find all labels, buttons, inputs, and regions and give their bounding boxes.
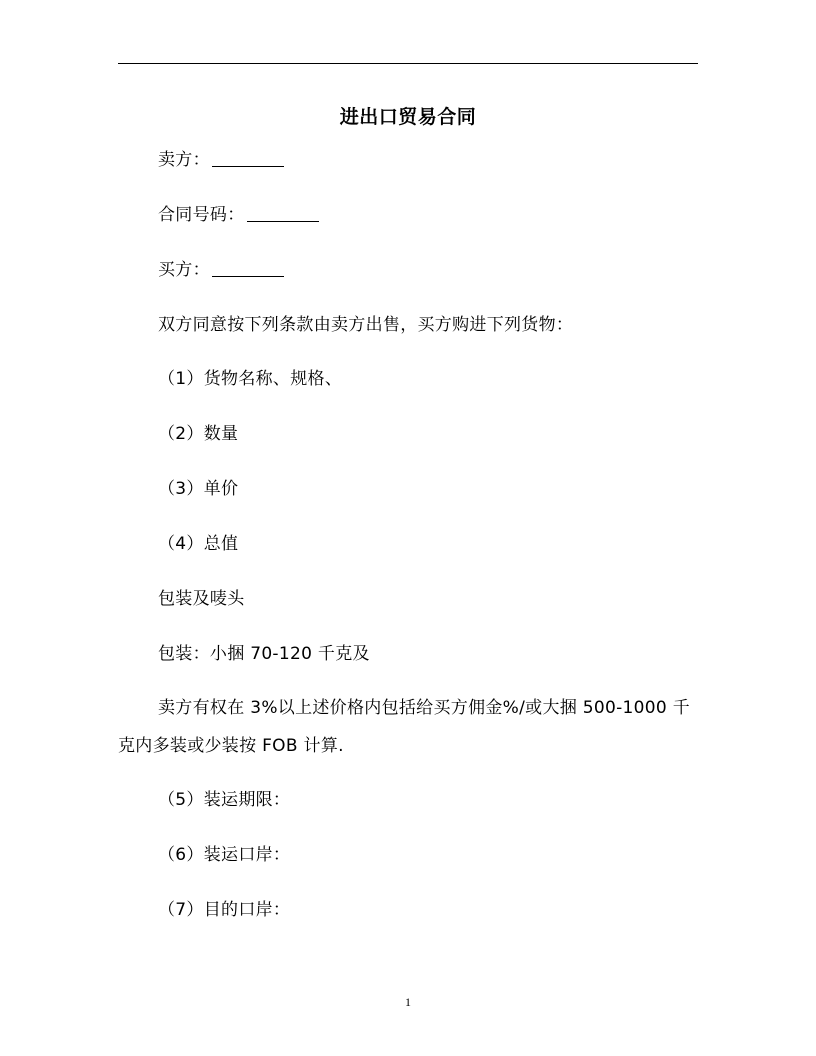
seller-blank-line [212, 150, 284, 167]
header-rule [118, 63, 698, 64]
contract-number-field-row [158, 203, 319, 227]
item-port-of-destination: （7）目的口岸： [158, 900, 291, 920]
packing-heading: 包装及唛头 [158, 589, 245, 609]
item-quantity: （2）数量 [158, 424, 239, 444]
buyer-blank-line [212, 260, 284, 277]
item-shipment-period: （5）装运期限： [158, 790, 291, 810]
seller-field-row [158, 148, 284, 172]
buyer-label: 买方： [158, 260, 210, 280]
contract-number-blank-line [247, 205, 319, 222]
item-goods-name: （1）货物名称、规格、 [158, 369, 343, 389]
contract-number-label: 合同号码： [158, 205, 245, 225]
document-title: 进出口贸易合同 [339, 106, 477, 128]
commission-paragraph-line-1: 卖方有权在 3%以上述价格内包括给买方佣金%/或大捆 500-1000 千 [158, 698, 691, 718]
agreement-intro: 双方同意按下列条款由卖方出售，买方购进下列货物： [158, 315, 574, 335]
commission-paragraph-line-2: 克内多装或少装按 FOB 计算. [118, 736, 344, 756]
item-total-value: （4）总值 [158, 534, 239, 554]
buyer-field-row [158, 258, 284, 282]
item-unit-price: （3）单价 [158, 479, 239, 499]
packing-detail: 包装：小捆 70-120 千克及 [158, 644, 370, 664]
item-port-of-shipment: （6）装运口岸： [158, 845, 291, 865]
page-number: 1 [405, 995, 411, 1009]
seller-label: 卖方： [158, 150, 210, 170]
